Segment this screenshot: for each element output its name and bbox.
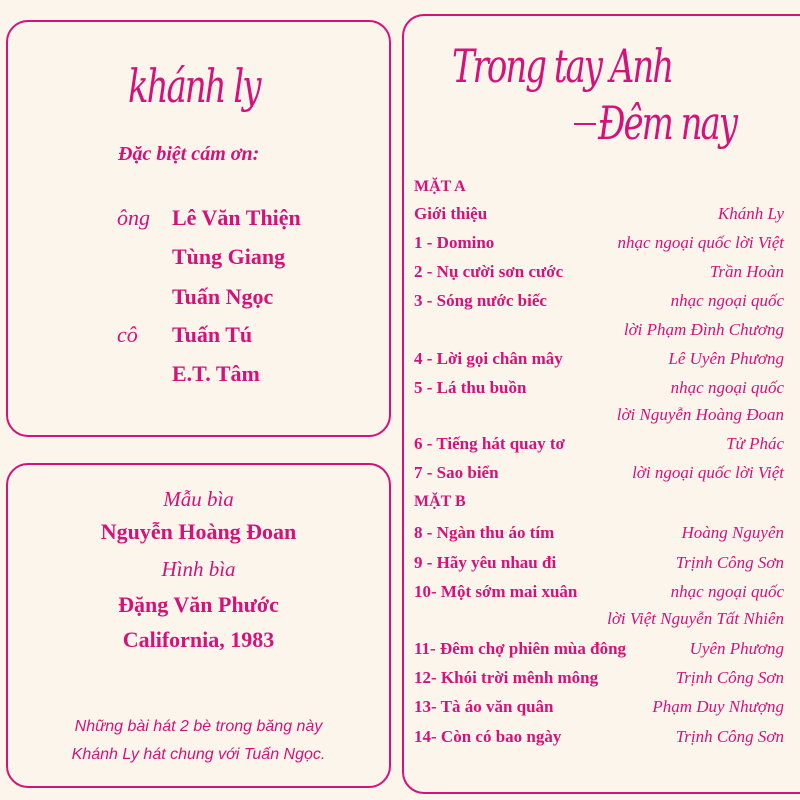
photo-label: Hình bìa xyxy=(161,557,236,581)
designer-name: Nguyễn Hoàng Đoan xyxy=(100,519,297,544)
track-title: 6 - Tiếng hát quay tơ xyxy=(414,434,565,453)
person-name: Tuấn Tú xyxy=(172,322,253,347)
track-credit: lời ngoại quốc lời Việt xyxy=(632,463,784,482)
track-credit: nhạc ngoại quốc lời Việt xyxy=(617,233,784,252)
track-credit-continued: lời Phạm Đình Chương xyxy=(623,320,784,339)
track-credit: nhạc ngoại quốc xyxy=(670,291,784,310)
album-title-line1: Trong tay Anh xyxy=(452,40,673,94)
person-name: E.T. Tâm xyxy=(172,361,260,386)
track-title: 14- Còn có bao ngày xyxy=(414,727,562,746)
person-prefix: cô xyxy=(117,322,138,347)
track-credit: Trần Hoàn xyxy=(709,262,784,281)
track-title: 11- Đêm chợ phiên mùa đông xyxy=(414,639,627,658)
track-title: 10- Một sớm mai xuân xyxy=(414,582,578,601)
track-credit-continued: lời Nguyễn Hoàng Đoan xyxy=(616,405,784,424)
person-name: Lê Văn Thiện xyxy=(172,205,301,230)
design-label: Mẫu bìa xyxy=(163,487,234,511)
track-title: 1 - Domino xyxy=(414,233,495,252)
photographer-name: Đặng Văn Phước xyxy=(118,592,279,617)
person-name: Tùng Giang xyxy=(172,244,286,269)
track-title: 2 - Nụ cười sơn cước xyxy=(414,262,564,281)
track-title: 8 - Ngàn thu áo tím xyxy=(414,523,555,542)
track-title: 13- Tà áo văn quân xyxy=(414,697,554,716)
track-credit: nhạc ngoại quốc xyxy=(670,378,784,397)
duet-note-line2: Khánh Ly hát chung với Tuấn Ngọc. xyxy=(71,746,326,763)
track-credit: Lê Uyên Phương xyxy=(668,349,784,368)
artist-logo: khánh ly xyxy=(128,60,260,114)
track-credit: Hoàng Nguyên xyxy=(681,523,784,542)
track-title: 9 - Hãy yêu nhau đi xyxy=(414,553,557,572)
track-title: 4 - Lời gọi chân mây xyxy=(414,349,563,368)
track-title: 3 - Sóng nước biếc xyxy=(414,291,547,310)
track-credit: Khánh Ly xyxy=(717,204,784,223)
track-title: Giới thiệu xyxy=(414,204,488,223)
track-credit: Trịnh Công Sơn xyxy=(675,727,784,746)
track-credit: Phạm Duy Nhượng xyxy=(652,697,784,716)
duet-note-line1: Những bài hát 2 bè trong băng này xyxy=(74,718,323,735)
place-year: California, 1983 xyxy=(122,627,275,652)
track-credit-continued: lời Việt Nguyễn Tất Nhiên xyxy=(607,609,784,628)
side-a-label: MẶT A xyxy=(414,178,466,195)
track-credit: Trịnh Công Sơn xyxy=(675,668,784,687)
track-credit: nhạc ngoại quốc xyxy=(670,582,784,601)
track-title: 12- Khói trời mênh mông xyxy=(414,668,599,687)
track-credit: Trịnh Công Sơn xyxy=(675,553,784,572)
album-title-line2: Đêm nay xyxy=(598,97,736,151)
track-credit: Uyên Phương xyxy=(689,639,784,658)
person-name: Tuấn Ngọc xyxy=(172,284,274,309)
person-prefix: ông xyxy=(117,205,150,230)
track-title: 5 - Lá thu buồn xyxy=(414,378,527,397)
title-dash xyxy=(574,123,596,125)
thanks-heading: Đặc biệt cám ơn: xyxy=(118,143,260,165)
track-title: 7 - Sao biển xyxy=(414,463,499,482)
track-credit: Tử Phác xyxy=(726,434,784,453)
side-b-label: MẶT B xyxy=(414,493,466,510)
